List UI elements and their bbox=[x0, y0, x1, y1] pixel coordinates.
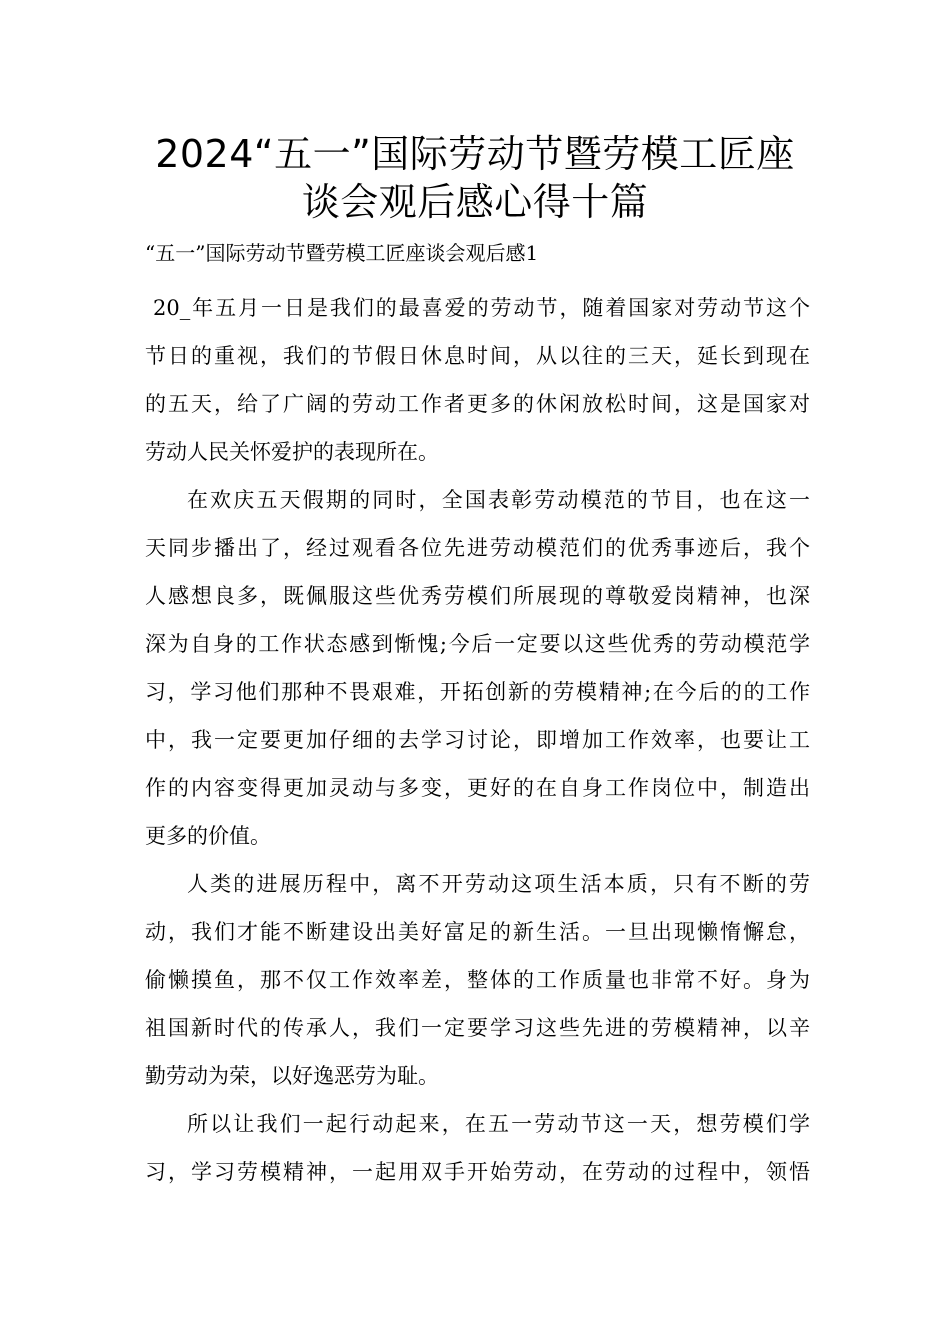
paragraph-4 bbox=[145, 1100, 810, 1196]
paragraph-line: 20_年五月一日是我们的最喜爱的劳动节，随着国家对劳动节这个 bbox=[153, 296, 810, 320]
paragraph-line: 所以让我们一起行动起来，在五一劳动节这一天，想劳模们学 bbox=[187, 1112, 810, 1136]
paragraph-line: 更多的价值。 bbox=[145, 824, 271, 848]
paragraph-line: 在欢庆五天假期的同时，全国表彰劳动模范的节目，也在这一 bbox=[187, 488, 810, 512]
paragraph-line: 劳动人民关怀爱护的表现所在。 bbox=[145, 440, 439, 464]
paragraph-1 bbox=[145, 284, 810, 476]
document-title-line-2: 谈会观后感心得十篇 bbox=[301, 180, 649, 224]
paragraph-line: 祖国新时代的传承人，我们一定要学习这些先进的劳模精神，以辛 bbox=[145, 1016, 810, 1040]
paragraph-line: 节日的重视，我们的节假日休息时间，从以往的三天，延长到现在 bbox=[145, 344, 810, 368]
paragraph-line: 的五天，给了广阔的劳动工作者更多的休闲放松时间，这是国家对 bbox=[145, 392, 810, 416]
section-heading: “五一”国际劳动节暨劳模工匠座谈会观后感1 bbox=[145, 241, 539, 265]
paragraph-line: 动，我们才能不断建设出美好富足的新生活。一旦出现懒惰懈怠， bbox=[145, 920, 810, 944]
paragraph-line: 偷懒摸鱼，那不仅工作效率差，整体的工作质量也非常不好。身为 bbox=[145, 968, 810, 992]
paragraph-line: 人感想良多，既佩服这些优秀劳模们所展现的尊敬爱岗精神，也深 bbox=[145, 584, 810, 608]
paragraph-line: 天同步播出了，经过观看各位先进劳动模范们的优秀事迹后，我个 bbox=[145, 536, 810, 560]
paragraph-line: 习，学习劳模精神，一起用双手开始劳动，在劳动的过程中，领悟 bbox=[145, 1160, 810, 1184]
paragraph-line: 习，学习他们那种不畏艰难，开拓创新的劳模精神;在今后的的工作 bbox=[145, 680, 810, 704]
paragraph-line: 中，我一定要更加仔细的去学习讨论，即增加工作效率，也要让工 bbox=[145, 728, 810, 752]
paragraph-line: 作的内容变得更加灵动与多变，更好的在自身工作岗位中，制造出 bbox=[145, 776, 810, 800]
paragraph-2 bbox=[145, 476, 810, 860]
paragraph-line: 深为自身的工作状态感到惭愧;今后一定要以这些优秀的劳动模范学 bbox=[145, 632, 810, 656]
document-title-line-1: 2024“五一”国际劳动节暨劳模工匠座 bbox=[155, 132, 795, 176]
paragraph-line: 勤劳动为荣，以好逸恶劳为耻。 bbox=[145, 1064, 439, 1088]
paragraph-3 bbox=[145, 860, 810, 1100]
paragraph-line: 人类的进展历程中，离不开劳动这项生活本质，只有不断的劳 bbox=[187, 872, 810, 896]
